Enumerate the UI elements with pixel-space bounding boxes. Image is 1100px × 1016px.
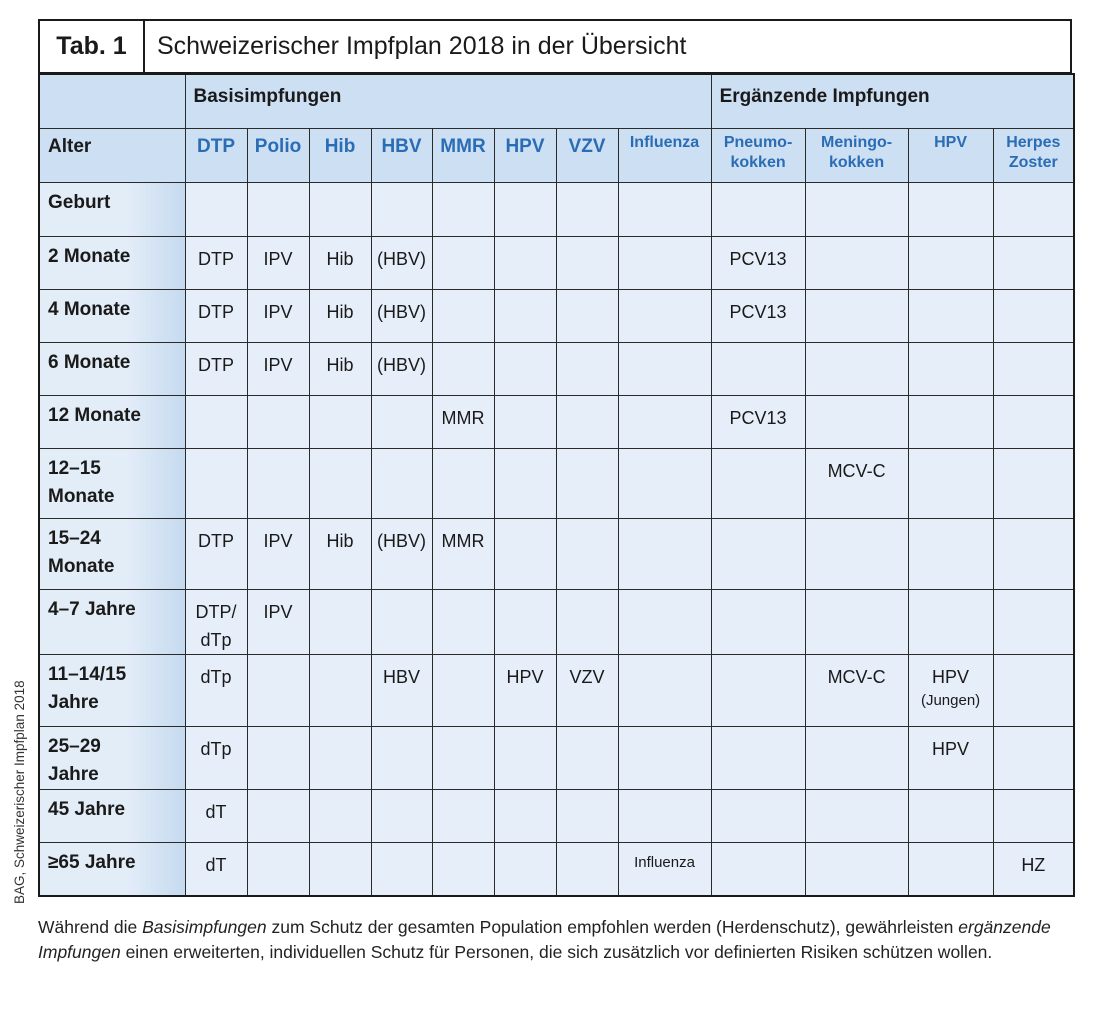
vaccine-note: (Jungen) xyxy=(920,691,981,709)
vaccine-entry: HPV xyxy=(932,738,970,759)
vaccine-entry: (HBV) xyxy=(377,530,426,551)
table-cell xyxy=(185,654,247,726)
table-cell xyxy=(805,342,908,395)
footnote-emphasis-1: Basisimpfungen xyxy=(142,917,267,937)
table-cell xyxy=(494,448,556,518)
table-cell xyxy=(556,789,618,842)
table-cell xyxy=(185,342,247,395)
table-row-geburt xyxy=(39,182,1074,236)
table-cell xyxy=(993,518,1074,589)
table-cell xyxy=(908,342,993,395)
table-cell xyxy=(494,342,556,395)
table-cell xyxy=(432,789,494,842)
table-cell xyxy=(432,448,494,518)
age-cell xyxy=(39,236,185,289)
age-label: Monate xyxy=(48,555,115,577)
table-cell xyxy=(556,448,618,518)
table-cell xyxy=(494,589,556,654)
table-cell xyxy=(711,654,805,726)
column-header-row xyxy=(39,128,1074,182)
vaccine-entry: IPV xyxy=(263,530,293,551)
table-cell xyxy=(618,448,711,518)
table-cell xyxy=(711,789,805,842)
table-cell xyxy=(556,726,618,789)
table-cell xyxy=(371,789,432,842)
table-cell xyxy=(432,726,494,789)
table-row-15-24-monate xyxy=(39,518,1074,589)
age-label: 4–7 Jahre xyxy=(48,598,136,620)
table-cell xyxy=(805,236,908,289)
age-cell xyxy=(39,842,185,896)
table-cell xyxy=(993,726,1074,789)
table-cell xyxy=(711,182,805,236)
vaccine-entry: (HBV) xyxy=(377,354,426,375)
column-header-pneumo-kokken xyxy=(711,128,805,182)
table-cell xyxy=(908,236,993,289)
table-row-65-jahre xyxy=(39,842,1074,896)
table-cell xyxy=(432,395,494,448)
table-cell xyxy=(805,589,908,654)
table-cell xyxy=(432,654,494,726)
table-cell xyxy=(618,789,711,842)
vaccine-entry: DTP xyxy=(198,248,234,269)
vaccine-entry: Hib xyxy=(326,530,354,551)
table-cell xyxy=(185,289,247,342)
column-header-meningo-kokken xyxy=(805,128,908,182)
table-cell xyxy=(618,182,711,236)
table-cell xyxy=(711,842,805,896)
table-cell xyxy=(618,589,711,654)
vaccine-entry: DTP xyxy=(198,301,234,322)
table-cell xyxy=(908,448,993,518)
age-label: 15–24 xyxy=(48,527,101,549)
table-cell xyxy=(185,236,247,289)
age-label: ≥65 Jahre xyxy=(48,851,136,873)
column-header-polio: Polio xyxy=(247,128,309,182)
table-cell xyxy=(711,726,805,789)
age-label: 2 Monate xyxy=(48,245,131,267)
column-header-line: Herpes xyxy=(1006,133,1061,151)
side-credit: BAG, Schweizerischer Impfplan 2018 xyxy=(12,680,27,904)
table-cell xyxy=(247,589,309,654)
vaccine-entry: MMR xyxy=(441,407,485,428)
age-label: 12–15 xyxy=(48,457,101,479)
table-cell xyxy=(185,182,247,236)
table-cell xyxy=(711,289,805,342)
table-cell xyxy=(993,589,1074,654)
table-cell xyxy=(556,289,618,342)
table-title-bar xyxy=(38,19,1072,74)
age-cell xyxy=(39,342,185,395)
age-label: Jahre xyxy=(48,763,99,785)
table-cell xyxy=(618,395,711,448)
vaccine-entry: DTP/ dTp xyxy=(195,601,237,650)
table-cell xyxy=(805,518,908,589)
table-cell xyxy=(185,448,247,518)
table-cell xyxy=(993,236,1074,289)
table-cell xyxy=(556,342,618,395)
group-header-row xyxy=(39,74,1074,128)
vaccine-entry: PCV13 xyxy=(729,301,787,322)
table-cell xyxy=(908,182,993,236)
table-cell xyxy=(185,395,247,448)
table-cell xyxy=(993,395,1074,448)
vaccine-entry: HPV xyxy=(932,666,970,687)
group-header-empty xyxy=(39,74,185,128)
table-cell xyxy=(618,289,711,342)
table-cell xyxy=(309,342,371,395)
table-cell xyxy=(185,518,247,589)
table-cell xyxy=(556,518,618,589)
table-cell xyxy=(432,842,494,896)
table-cell xyxy=(993,182,1074,236)
table-cell xyxy=(309,842,371,896)
table-cell xyxy=(494,289,556,342)
footnote xyxy=(38,915,1078,965)
footnote-text-2: zum Schutz der gesamten Population empfohlen werden (Herdenschutz), gewährleisten xyxy=(266,917,959,937)
vaccine-entry: DTP xyxy=(198,530,234,551)
column-header-influenza: Influenza xyxy=(618,128,711,182)
table-cell xyxy=(371,236,432,289)
table-cell xyxy=(908,842,993,896)
column-header-hbv: HBV xyxy=(371,128,432,182)
vaccine-entry: dTp xyxy=(200,738,232,759)
table-cell xyxy=(711,448,805,518)
table-row-6-monate xyxy=(39,342,1074,395)
age-cell xyxy=(39,518,185,589)
table-cell xyxy=(908,589,993,654)
table-cell xyxy=(309,589,371,654)
vaccine-entry: HBV xyxy=(382,666,420,687)
table-cell xyxy=(371,448,432,518)
table-cell xyxy=(432,518,494,589)
table-cell xyxy=(805,448,908,518)
vaccine-entry: Hib xyxy=(326,248,354,269)
column-header-line: Zoster xyxy=(1008,153,1058,171)
table-cell xyxy=(618,726,711,789)
table-cell xyxy=(711,518,805,589)
column-header-vzv: VZV xyxy=(556,128,618,182)
table-cell xyxy=(908,654,993,726)
table-cell xyxy=(494,789,556,842)
table-cell xyxy=(494,182,556,236)
table-cell xyxy=(247,654,309,726)
footnote-text-3: einen erweiterten, individuellen Schutz für Personen, die sich zusätzlich vor definierten Risiken schützen wollen. xyxy=(120,942,993,962)
table-cell xyxy=(185,789,247,842)
table-cell xyxy=(309,289,371,342)
table-cell xyxy=(309,518,371,589)
table-cell xyxy=(494,236,556,289)
age-label: 11–14/15 xyxy=(48,663,127,685)
column-header-hib: Hib xyxy=(309,128,371,182)
age-label: 25–29 xyxy=(48,735,101,757)
table-cell xyxy=(908,289,993,342)
table-cell xyxy=(432,182,494,236)
table-cell xyxy=(993,289,1074,342)
vaccine-entry: IPV xyxy=(263,601,293,622)
vaccine-entry: IPV xyxy=(263,248,293,269)
table-cell xyxy=(711,342,805,395)
table-cell xyxy=(309,395,371,448)
table-cell xyxy=(618,842,711,896)
age-label: 45 Jahre xyxy=(48,798,126,820)
age-cell xyxy=(39,789,185,842)
table-cell xyxy=(247,448,309,518)
table-cell xyxy=(247,395,309,448)
table-row-11-14-15-jahre xyxy=(39,654,1074,726)
table-cell xyxy=(556,842,618,896)
table-cell xyxy=(247,518,309,589)
table-cell xyxy=(247,289,309,342)
table-cell xyxy=(993,342,1074,395)
table-cell xyxy=(556,589,618,654)
table-row-12-15-monate xyxy=(39,448,1074,518)
table-cell xyxy=(711,236,805,289)
vaccine-entry: (HBV) xyxy=(377,301,426,322)
table-row-25-29-jahre xyxy=(39,726,1074,789)
table-row-12-monate xyxy=(39,395,1074,448)
table-cell xyxy=(247,342,309,395)
vaccine-entry: Influenza xyxy=(634,853,695,871)
vaccine-entry: Hib xyxy=(326,354,354,375)
table-cell xyxy=(371,342,432,395)
group-basis: Basisimpfungen xyxy=(185,74,711,128)
table-cell xyxy=(993,842,1074,896)
table-row-4-monate xyxy=(39,289,1074,342)
table-cell xyxy=(247,789,309,842)
table-cell xyxy=(908,789,993,842)
table-cell xyxy=(185,726,247,789)
table-cell xyxy=(556,395,618,448)
age-cell xyxy=(39,182,185,236)
table-cell xyxy=(805,182,908,236)
column-header-line: Pneumo- xyxy=(723,133,793,151)
column-header-hpv xyxy=(908,128,993,182)
vaccine-entry: MCV-C xyxy=(827,666,886,687)
age-cell xyxy=(39,448,185,518)
age-label: Jahre xyxy=(48,691,99,713)
table-cell xyxy=(494,654,556,726)
age-cell xyxy=(39,589,185,654)
age-cell xyxy=(39,289,185,342)
table-cell xyxy=(432,236,494,289)
vaccine-entry: DTP xyxy=(198,354,234,375)
table-cell xyxy=(371,589,432,654)
column-header-herpeszoster xyxy=(993,128,1074,182)
table-cell xyxy=(371,726,432,789)
table-row-45-jahre xyxy=(39,789,1074,842)
table-cell xyxy=(908,518,993,589)
table-cell xyxy=(805,654,908,726)
table-cell xyxy=(805,289,908,342)
group-ergaenzend: Ergänzende Impfungen xyxy=(711,74,1074,128)
vaccine-entry: MCV-C xyxy=(827,460,886,481)
age-label: Geburt xyxy=(48,191,111,213)
table-cell xyxy=(309,789,371,842)
vaccine-entry: PCV13 xyxy=(729,407,787,428)
table-cell xyxy=(185,842,247,896)
table-cell xyxy=(185,589,247,654)
table-cell xyxy=(309,182,371,236)
vaccine-entry: PCV13 xyxy=(729,248,787,269)
age-label: 4 Monate xyxy=(48,298,131,320)
column-header-line: kokken xyxy=(730,153,786,171)
table-row-4-7-jahre xyxy=(39,589,1074,654)
table-cell xyxy=(247,726,309,789)
table-cell xyxy=(618,236,711,289)
table-cell xyxy=(993,448,1074,518)
age-cell xyxy=(39,654,185,726)
table-cell xyxy=(309,726,371,789)
table-cell xyxy=(371,518,432,589)
age-label: 12 Monate xyxy=(48,404,141,426)
table-cell xyxy=(805,789,908,842)
vaccine-entry: IPV xyxy=(263,354,293,375)
table-cell xyxy=(371,182,432,236)
vaccine-entry: HPV xyxy=(506,666,544,687)
table-cell xyxy=(494,726,556,789)
vaccine-entry: VZV xyxy=(569,666,605,687)
vaccine-entry: dTp xyxy=(200,666,232,687)
column-header-dtp: DTP xyxy=(185,128,247,182)
age-label: Monate xyxy=(48,485,115,507)
table-cell xyxy=(371,289,432,342)
footnote-text-1: Während die xyxy=(38,917,143,937)
table-cell xyxy=(711,589,805,654)
table-cell xyxy=(432,589,494,654)
table-cell xyxy=(618,518,711,589)
vaccine-entry: (HBV) xyxy=(377,248,426,269)
table-cell xyxy=(247,236,309,289)
table-cell xyxy=(805,842,908,896)
vaccine-entry: MMR xyxy=(441,530,485,551)
table-cell xyxy=(247,842,309,896)
table-cell xyxy=(805,395,908,448)
table-cell xyxy=(556,236,618,289)
table-cell xyxy=(618,654,711,726)
table-cell xyxy=(432,289,494,342)
table-cell xyxy=(908,726,993,789)
column-header-alter: Alter xyxy=(39,128,185,182)
table-cell xyxy=(371,395,432,448)
table-cell xyxy=(371,842,432,896)
column-header-hpv: HPV xyxy=(494,128,556,182)
table-cell xyxy=(494,395,556,448)
table-number: Tab. 1 xyxy=(40,21,145,72)
column-header-mmr: MMR xyxy=(432,128,494,182)
table-cell xyxy=(618,342,711,395)
table-cell xyxy=(309,448,371,518)
table-cell xyxy=(432,342,494,395)
vaccine-entry: HZ xyxy=(1021,854,1046,875)
vaccine-entry: Hib xyxy=(326,301,354,322)
table-cell xyxy=(556,654,618,726)
footnote-emphasis-2: ergänzende Impfungen xyxy=(38,917,1051,962)
table-cell xyxy=(993,654,1074,726)
age-cell xyxy=(39,395,185,448)
column-header-line: Meningo- xyxy=(821,133,893,151)
vaccination-schedule-table xyxy=(38,73,1075,897)
table-cell xyxy=(309,654,371,726)
table-cell xyxy=(711,395,805,448)
table-cell xyxy=(494,842,556,896)
table-cell xyxy=(908,395,993,448)
table-row-2-monate xyxy=(39,236,1074,289)
table-cell xyxy=(805,726,908,789)
vaccine-entry: IPV xyxy=(263,301,293,322)
table-title: Schweizerischer Impfplan 2018 in der Übersicht xyxy=(157,32,687,60)
table-cell xyxy=(993,789,1074,842)
age-cell xyxy=(39,726,185,789)
table-cell xyxy=(371,654,432,726)
table-cell xyxy=(556,182,618,236)
age-label: 6 Monate xyxy=(48,351,131,373)
vaccine-entry: dT xyxy=(205,801,227,822)
vaccine-entry: dT xyxy=(205,854,227,875)
column-header-line: HPV xyxy=(934,133,968,151)
column-header-line: kokken xyxy=(828,153,885,171)
table-cell xyxy=(247,182,309,236)
table-cell xyxy=(309,236,371,289)
table-cell xyxy=(494,518,556,589)
